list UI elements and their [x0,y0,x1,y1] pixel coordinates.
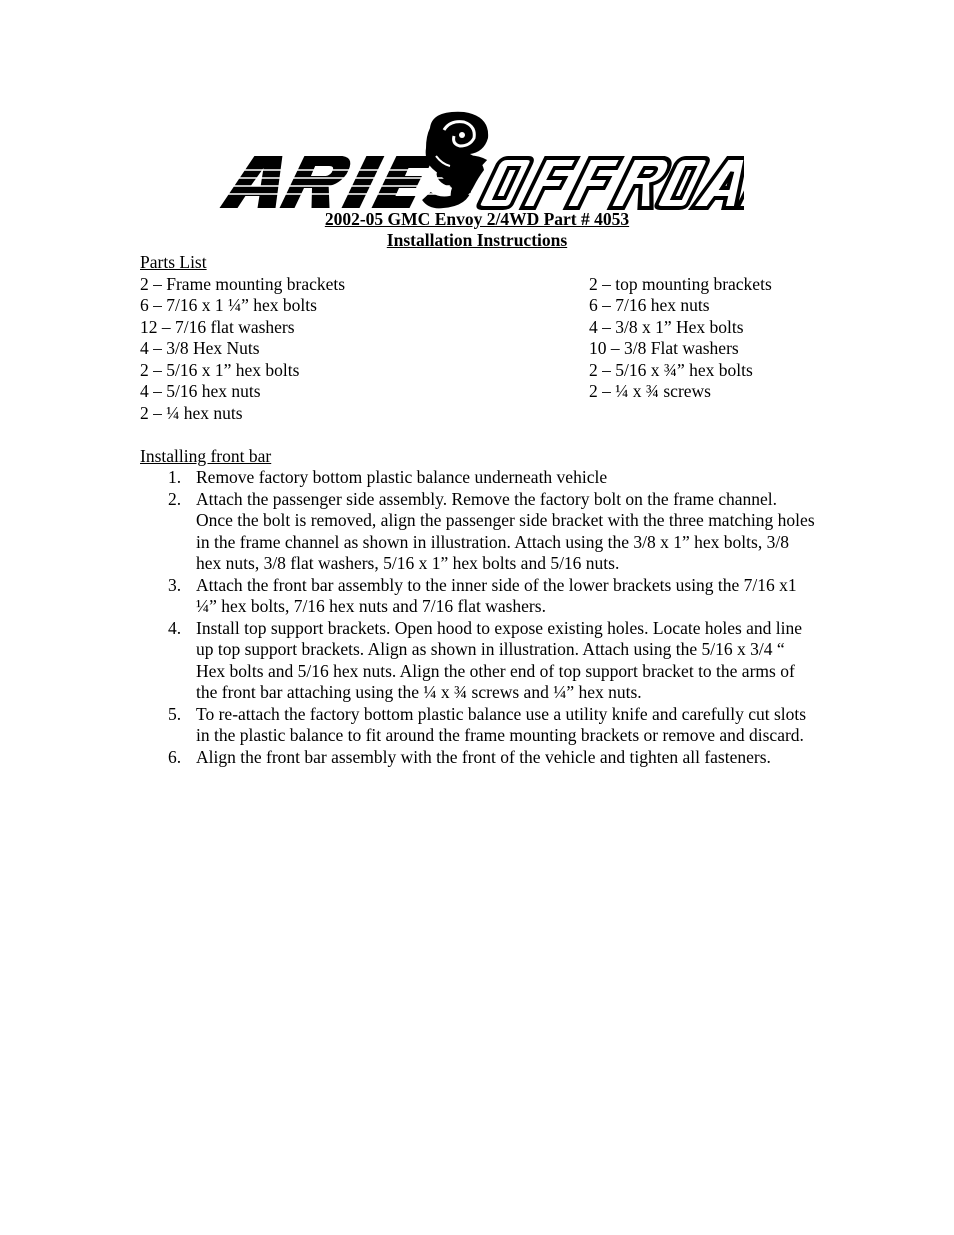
document-body [140,252,830,768]
step-text: Attach the passenger side assembly. Remove the factory bolt on the frame channel. Once the bolt is removed, align the passenger side bracket with the three matching holes in the frame channel as shown in illustration. Attach using the 3/8 x 1” hex bolts, 3/8 hex nuts, 3/8 flat washers, 5/16 x 1” hex bolts and 5/16 nuts. [196,488,815,573]
step-number: 4. [168,617,182,638]
parts-list-item: 2 – top mounting brackets [589,273,772,294]
step-number: 3. [168,574,182,595]
parts-list-item: 10 – 3/8 Flat washers [589,338,739,358]
installation-steps [140,467,830,768]
step-text: Remove factory bottom plastic balance underneath vehicle [196,467,608,487]
parts-list-item: 2 – ¼ hex nuts [140,402,243,423]
step-text: Install top support brackets. Open hood to expose existing holes. Locate holes and line up top support brackets. Align as shown in illustration. Attach using the 5/16 x 3/4 “ Hex bolts and 5/16 hex nuts. Align the other end of top support bracket to the arms of the front bar attaching using the ¼ x ¾ screws and ¼” hex nuts. [196,617,803,702]
step-number: 6. [168,746,182,767]
parts-list-heading: Parts List [140,252,207,272]
list-item [140,489,816,575]
parts-list-item: 6 – 7/16 x 1 ¼” hex bolts [140,295,317,315]
parts-list-item: 4 – 5/16 hex nuts [140,381,261,401]
list-item [140,704,816,747]
parts-list-item: 2 – Frame mounting brackets [140,273,346,294]
step-number: 1. [168,467,182,487]
step-number: 2. [168,488,182,509]
document-subtitle: Installation Instructions [386,230,568,250]
installation-heading: Installing front bar [140,445,272,466]
parts-list-item: 4 – 3/8 Hex Nuts [140,338,260,358]
parts-list-item: 2 – 5/16 x ¾” hex bolts [589,359,753,380]
step-text: Align the front bar assembly with the front of the vehicle and tighten all fasteners. [196,746,771,767]
list-item [140,467,816,489]
list-item [140,575,816,618]
offroad-wordmark [478,158,744,208]
title-block [0,209,954,251]
step-number: 5. [168,703,182,724]
parts-list-item: 6 – 7/16 hex nuts [589,295,710,315]
spacer [140,424,830,446]
parts-list [140,274,830,425]
list-item [140,747,816,769]
parts-list-item: 12 – 7/16 flat washers [140,316,295,337]
step-text: Attach the front bar assembly to the inner side of the lower brackets using the 7/16 x1 ¼” hex bolts, 7/16 hex nuts and 7/16 flat washers. [196,574,797,616]
parts-list-item: 2 – 5/16 x 1” hex bolts [140,359,300,380]
parts-list-item: 4 – 3/8 x 1” Hex bolts [589,316,744,337]
parts-list-item: 2 – ¼ x ¾ screws [589,381,711,401]
list-item [140,618,816,704]
step-text: To re-attach the factory bottom plastic balance use a utility knife and carefully cut slots in the plastic balance to fit around the frame mounting brackets or remove and discard. [196,703,807,745]
aries-offroad-logo [212,108,744,214]
parts-list-item [589,403,830,425]
document-title: 2002-05 GMC Envoy 2/4WD Part # 4053 [324,209,630,229]
